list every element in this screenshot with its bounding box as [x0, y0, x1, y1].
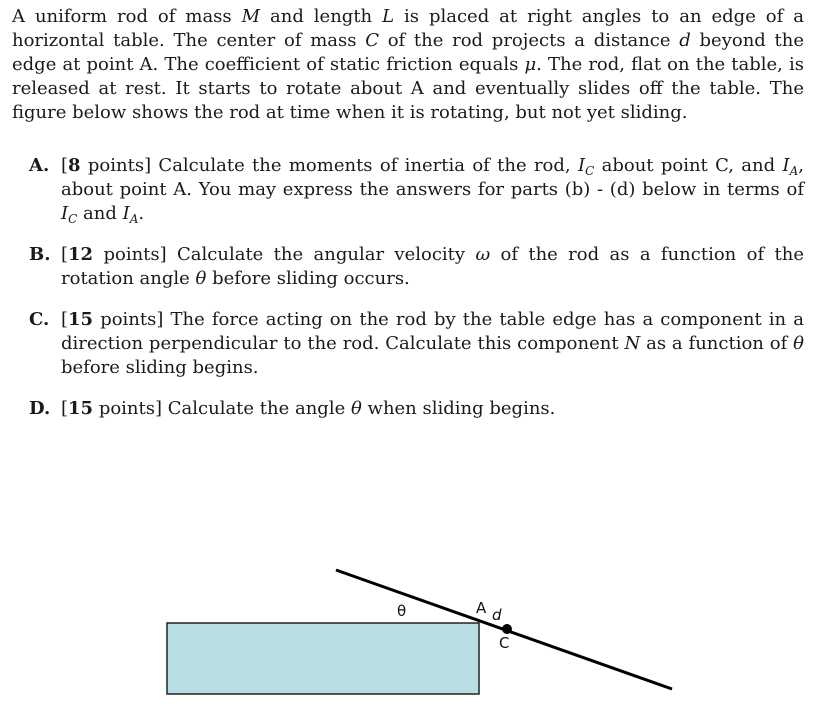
question-body: [61, 397, 804, 421]
question-body: [61, 154, 804, 226]
intro-text-1: A uniform rod of mass: [12, 6, 242, 27]
var-Ia: I: [782, 155, 790, 176]
question-text: about point C, and: [594, 155, 783, 176]
sub-C: C: [68, 212, 78, 226]
var-omega: ω: [475, 244, 491, 265]
var-d: d: [679, 30, 691, 51]
question-text: of the rod as a function of the rotation angle: [61, 244, 804, 289]
intro-text-6: . The rod, flat on the table, is released at rest. It starts to rotate about A and eventually slides off the table. The figure below shows the rod at time when it is rotating, but not yet sliding.: [12, 54, 805, 123]
question-text: , about point A. You may express the answers for parts (b) - (d) below in terms of: [61, 155, 804, 200]
center-of-mass-dot: [502, 624, 512, 634]
var-theta: θ: [350, 398, 362, 419]
question-body: [61, 308, 804, 380]
question-list: [29, 154, 804, 438]
points-value: 8: [68, 155, 81, 176]
points-bracket-close: points]: [93, 309, 164, 330]
var-theta: θ: [195, 268, 207, 289]
points-bracket-open: [: [61, 309, 69, 330]
points-bracket-open: [: [61, 244, 69, 265]
table: [167, 623, 479, 694]
question-text: .: [138, 203, 145, 224]
question-d: [29, 397, 804, 421]
question-text: and: [77, 203, 123, 224]
var-Ic: I: [61, 203, 69, 224]
var-mu: μ: [524, 54, 537, 75]
points-bracket-close: points]: [93, 398, 163, 419]
question-c: [29, 308, 804, 380]
rod-figure: [0, 540, 821, 727]
points-bracket-open: [: [61, 155, 69, 176]
question-text: before sliding occurs.: [206, 268, 410, 289]
question-text: when sliding begins.: [361, 398, 556, 419]
points-bracket-open: [: [61, 398, 69, 419]
question-letter: D.: [29, 398, 51, 419]
points-value: 12: [68, 244, 94, 265]
question-a: [29, 154, 804, 226]
points-bracket-close: points]: [80, 155, 152, 176]
intro-paragraph: [12, 5, 804, 125]
question-text: Calculate the moments of inertia of the rod,: [151, 155, 578, 176]
intro-text-2: and length: [260, 6, 383, 27]
question-text: The force acting on the rod by the table edge has a component in a direction perpendicular to the rod. Calculate this component: [61, 309, 804, 354]
sub-A: A: [129, 212, 139, 226]
point-a-label: A: [476, 599, 487, 617]
var-L: L: [382, 6, 395, 27]
var-N: N: [624, 333, 641, 354]
question-body: [61, 243, 804, 291]
question-letter: A.: [29, 155, 50, 176]
sub-C: C: [585, 164, 595, 178]
var-C: C: [365, 30, 379, 51]
question-b: [29, 243, 804, 291]
intro-text-5: beyond the edge at point A. The coefficient of static friction equals: [12, 30, 805, 75]
question-text: as a function of: [640, 333, 794, 354]
points-value: 15: [68, 398, 94, 419]
question-letter: B.: [29, 244, 51, 265]
intro-text-4: of the rod projects a distance: [378, 30, 680, 51]
var-M: M: [241, 6, 261, 27]
sub-A: A: [789, 164, 799, 178]
var-theta: θ: [793, 333, 804, 354]
var-Ic: I: [577, 155, 586, 176]
distance-d-label: d: [492, 606, 502, 624]
question-text: Calculate the angle: [162, 398, 351, 419]
points-bracket-close: points]: [93, 244, 167, 265]
points-value: 15: [68, 309, 94, 330]
intro-text-3: is placed at right angles to an edge of a horizontal table. The center of mass: [12, 6, 804, 51]
problem-statement: [12, 5, 804, 125]
question-text: before sliding begins.: [61, 357, 259, 378]
point-c-label: C: [499, 634, 510, 652]
question-text: Calculate the angular velocity: [166, 244, 476, 265]
question-letter: C.: [29, 309, 50, 330]
theta-label: θ: [397, 602, 407, 620]
var-Ia: I: [122, 203, 130, 224]
